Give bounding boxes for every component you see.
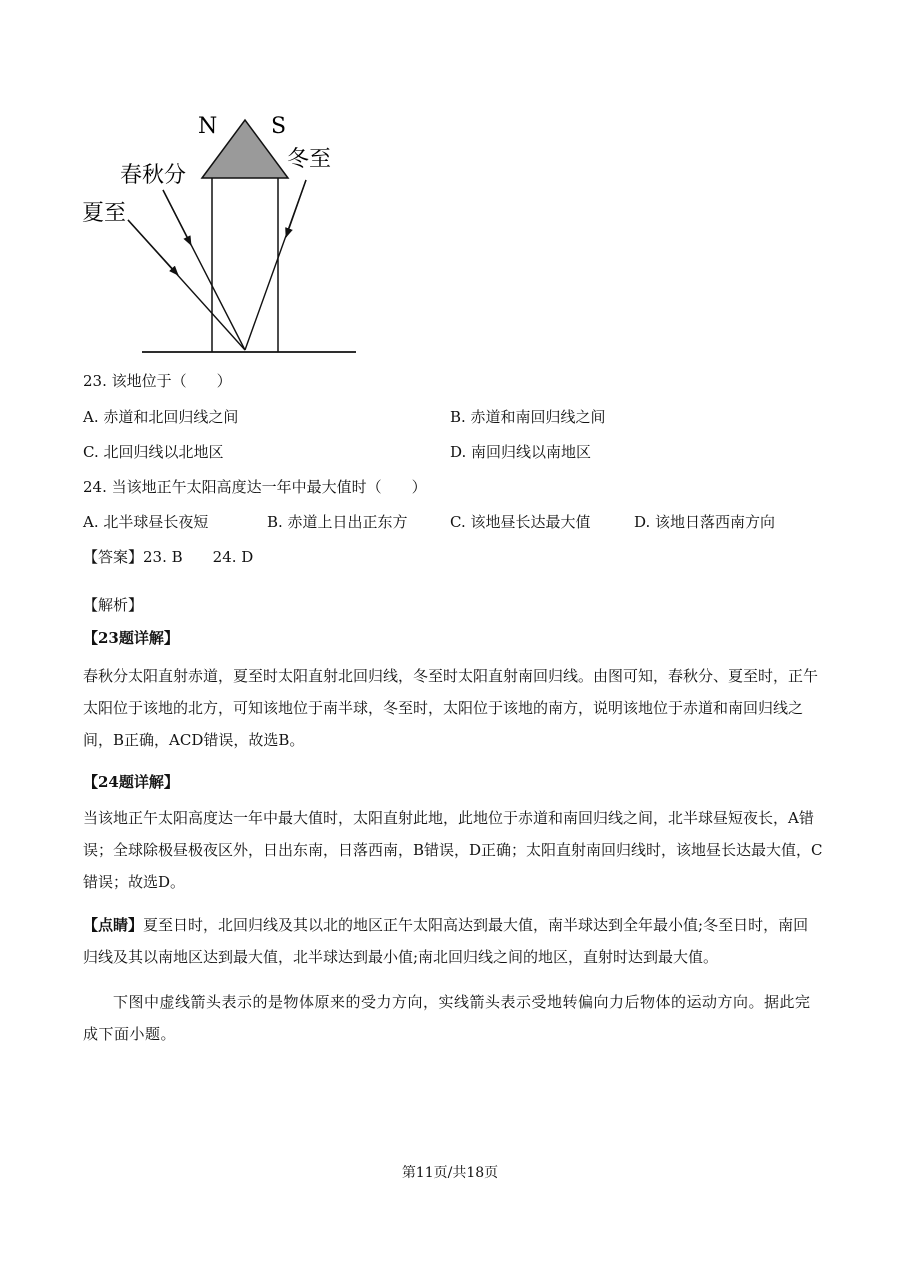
tip-label: 【点睛】 [83, 916, 144, 934]
sun-angle-diagram [70, 100, 370, 362]
q23-option-b: B. 赤道和南回归线之间 [450, 408, 606, 426]
label-summer: 夏至 [82, 201, 127, 226]
answer-text: 23. B 24. D [143, 548, 254, 566]
q24-option-c: C. 该地昼长达最大值 [450, 513, 591, 531]
q23-detail-text: 春秋分太阳直射赤道，夏至时太阳直射北回归线，冬至时太阳直射南回归线。由图可知，春秋分、夏至时，正午太阳位于该地的北方，可知该地位于南半球，冬至时，太阳位于该地的南方，说明该地位于赤道和南回归线之间，B正确，ACD错误，故选B。 [83, 667, 819, 749]
q23-detail-heading: 【23题详解】 [83, 629, 179, 647]
tip-text: 夏至日时，北回归线及其以北的地区正午太阳高达到最大值，南半球达到全年最小值;冬至日时，南回归线及其以南地区达到最大值，北半球达到最小值;南北回归线之间的地区，直射时达到最大值。 [83, 916, 809, 966]
answer-line [83, 546, 253, 568]
q24-detail-heading: 【24题详解】 [83, 773, 179, 791]
q24-option-a: A. 北半球昼长夜短 [83, 513, 209, 531]
answer-label: 【答案】 [83, 548, 144, 566]
q24-stem: 24. 当该地正午太阳高度达一年中最大值时（ ） [83, 478, 427, 496]
analysis-label: 【解析】 [83, 596, 144, 614]
q23-option-d: D. 南回归线以南地区 [450, 443, 592, 461]
tip-paragraph [83, 909, 823, 973]
q23-option-c: C. 北回归线以北地区 [83, 443, 224, 461]
q23-option-a: A. 赤道和北回归线之间 [83, 408, 239, 426]
page-number: 第11页/共18页 [401, 1165, 499, 1181]
label-n: N [198, 114, 218, 139]
q24-option-b: B. 赤道上日出正东方 [267, 513, 408, 531]
q24-option-d: D. 该地日落西南方向 [634, 513, 776, 531]
q23-stem: 23. 该地位于（ ） [83, 372, 232, 390]
label-spring-autumn: 春秋分 [120, 163, 187, 188]
label-s: S [271, 114, 287, 139]
label-winter: 冬至 [287, 147, 332, 172]
q24-detail-text: 当该地正午太阳高度达一年中最大值时，太阳直射此地，此地位于赤道和南回归线之间，北半球昼短夜长，A错误；全球除极昼极夜区外，日出东南，日落西南，B错误，D正确；太阳直射南回归线时，该地昼长达最大值，C错误；故选D。 [83, 809, 823, 891]
next-section-intro: 下图中虚线箭头表示的是物体原来的受力方向，实线箭头表示受地转偏向力后物体的运动方向。据此完成下面小题。 [83, 993, 811, 1043]
